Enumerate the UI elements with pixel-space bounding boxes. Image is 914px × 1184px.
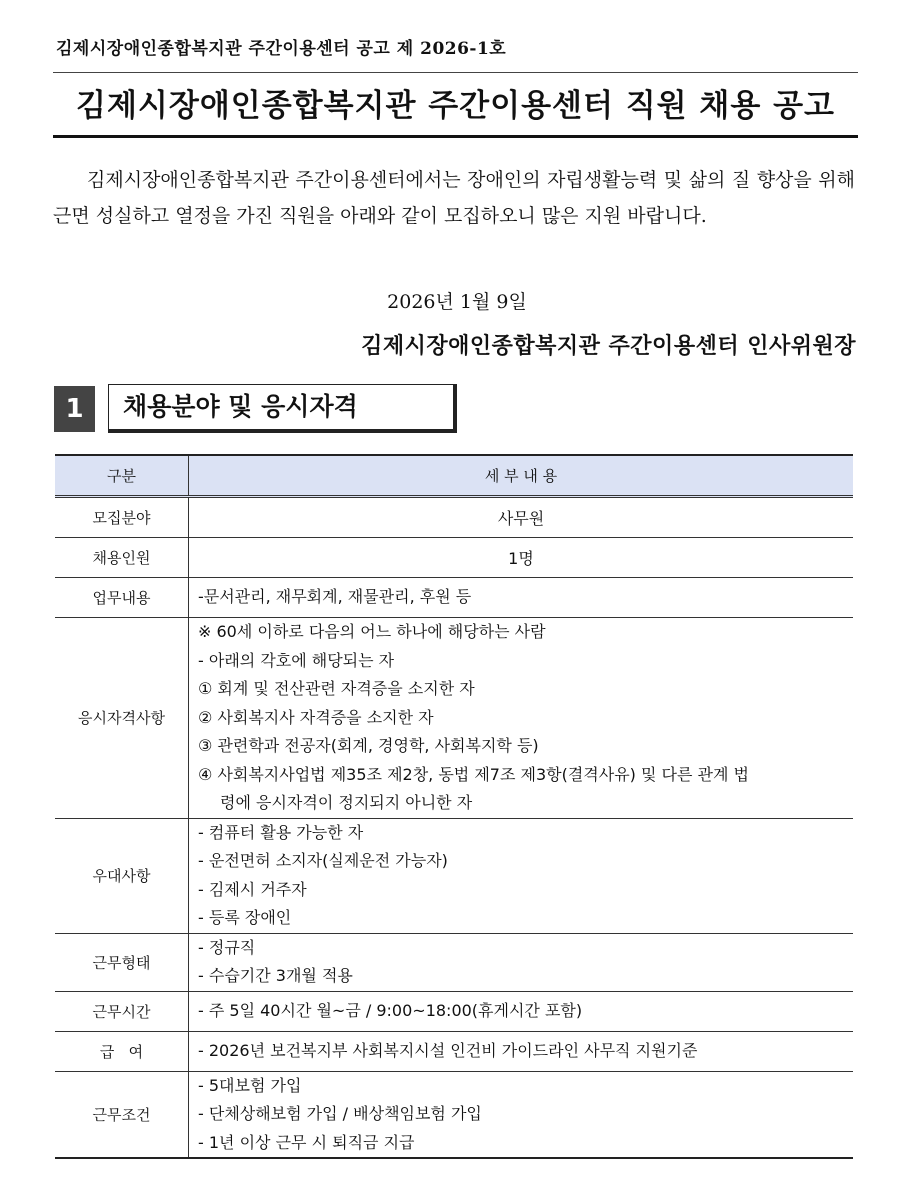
recruitment-table bbox=[55, 454, 853, 1159]
row-label: 업무내용 bbox=[55, 578, 189, 618]
row-content bbox=[189, 991, 854, 1031]
row-content bbox=[189, 618, 854, 819]
header-category: 구분 bbox=[55, 455, 189, 497]
row-content bbox=[189, 1071, 854, 1158]
row-label: 근무형태 bbox=[55, 933, 189, 991]
content-line: ① 회계 및 전산관련 자격증을 소지한 자 bbox=[198, 679, 475, 698]
content-line: - 김제시 거주자 bbox=[198, 879, 307, 899]
row-label: 근무시간 bbox=[55, 991, 189, 1031]
section-title: 채용분야 및 응시자격 bbox=[108, 384, 457, 433]
content-line: -문서관리, 재무회계, 재물관리, 후원 등 bbox=[198, 587, 472, 607]
row-content bbox=[189, 578, 854, 618]
content-line: - 5대보험 가입 bbox=[198, 1075, 302, 1095]
content-line: 1명 bbox=[508, 549, 534, 568]
page-title: 김제시장애인종합복지관 주간이용센터 직원 채용 공고 bbox=[76, 88, 835, 124]
row-label: 근무조건 bbox=[55, 1071, 189, 1158]
table-row bbox=[55, 991, 853, 1031]
table-row bbox=[55, 497, 853, 538]
notice-number: 김제시장애인종합복지관 주간이용센터 공고 제 2026-1호 bbox=[56, 39, 507, 59]
content-line: - 등록 장애인 bbox=[198, 908, 292, 927]
row-content bbox=[189, 818, 854, 933]
row-label: 응시자격사항 bbox=[55, 618, 189, 819]
content-line: - 정규직 bbox=[198, 937, 256, 957]
row-content bbox=[189, 1031, 854, 1071]
intro-paragraph bbox=[53, 162, 855, 234]
table-header-row bbox=[55, 455, 853, 497]
table-row bbox=[55, 818, 853, 933]
intro-text: 김제시장애인종합복지관 주간이용센터에서는 장애인의 자립생활능력 및 삶의 질 향상을 위해 근면 성실하고 열정을 가진 직원을 아래와 같이 모집하오니 많은 지원 바랍니다. bbox=[53, 169, 855, 227]
title-divider bbox=[53, 135, 858, 138]
row-content bbox=[189, 497, 854, 538]
table-row bbox=[55, 1071, 853, 1158]
row-label: 모집분야 bbox=[55, 497, 189, 538]
table-row bbox=[55, 578, 853, 618]
table-row bbox=[55, 538, 853, 578]
row-label: 우대사항 bbox=[55, 818, 189, 933]
table-row bbox=[55, 1031, 853, 1071]
content-line: - 단체상해보험 가입 / 배상책임보험 가입 bbox=[198, 1104, 482, 1123]
content-line: - 컴퓨터 활용 가능한 자 bbox=[198, 822, 364, 842]
content-line: ④ 사회복지사업법 제35조 제2창, 동법 제7조 제3항(결격사유) 및 다른 관계 법 bbox=[198, 764, 749, 784]
notice-date: 2026년 1월 9일 bbox=[387, 291, 527, 313]
row-content bbox=[189, 538, 854, 578]
signer: 김제시장애인종합복지관 주간이용센터 인사위원장 bbox=[361, 333, 856, 359]
header-details: 세 부 내 용 bbox=[189, 455, 854, 497]
content-line: - 2026년 보건복지부 사회복지시설 인건비 가이드라인 사무직 지원기준 bbox=[198, 1040, 698, 1060]
content-line: - 주 5일 40시간 월~금 / 9:00~18:00(휴게시간 포함) bbox=[198, 1000, 583, 1020]
table-row bbox=[55, 618, 853, 819]
row-label: 채용인원 bbox=[55, 538, 189, 578]
content-line: ※ 60세 이하로 다음의 어느 하나에 해당하는 사람 bbox=[198, 622, 546, 641]
row-label: 급 여 bbox=[55, 1031, 189, 1071]
content-line: 사무원 bbox=[497, 509, 545, 528]
content-line: - 1년 이상 근무 시 퇴직금 지급 bbox=[198, 1132, 415, 1152]
table-row bbox=[55, 933, 853, 991]
content-line: 령에 응시자격이 정지되지 아니한 자 bbox=[220, 793, 473, 812]
content-line: - 수습기간 3개월 적용 bbox=[198, 966, 353, 985]
row-content bbox=[189, 933, 854, 991]
content-line: ③ 관련학과 전공자(회계, 경영학, 사회복지학 등) bbox=[198, 736, 539, 755]
top-divider bbox=[53, 72, 858, 73]
content-line: - 아래의 각호에 해당되는 자 bbox=[198, 650, 395, 670]
section-number: 1 bbox=[54, 386, 95, 432]
content-line: - 운전면허 소지자(실제운전 가능자) bbox=[198, 851, 448, 870]
content-line: ② 사회복지사 자격증을 소지한 자 bbox=[198, 707, 434, 727]
